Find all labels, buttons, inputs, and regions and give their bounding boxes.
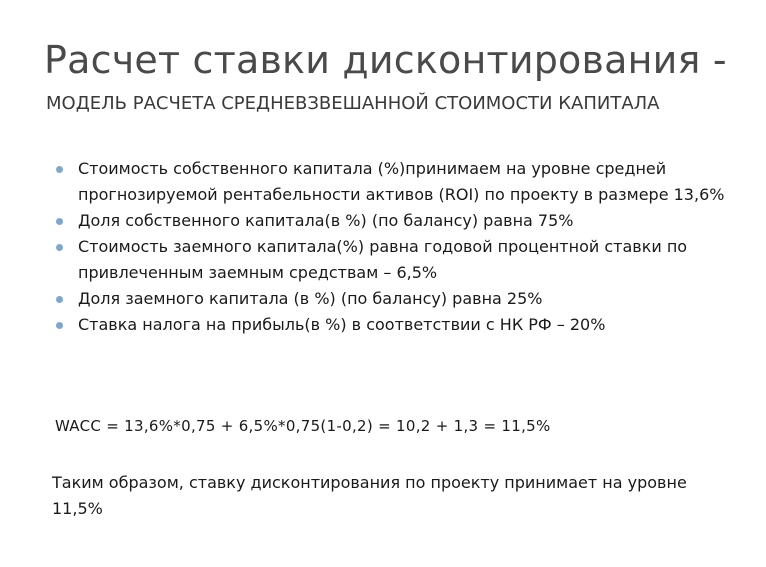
bullet-text: Стоимость заемного капитала(%) равна годовой процентной ставки по привлеченным заемным средствам – 6,5%: [78, 237, 688, 282]
slide-title: Расчет ставки дисконтирования -: [44, 38, 727, 82]
bullet-dot-icon: [56, 296, 63, 303]
bullet-dot-icon: [56, 166, 63, 173]
bullet-item: [54, 312, 734, 338]
bullet-text: Ставка налога на прибыль(в %) в соответствии с НК РФ – 20%: [78, 315, 606, 334]
bullet-dot-icon: [56, 218, 63, 225]
slide-subtitle: МОДЕЛЬ РАСЧЕТА СРЕДНЕВЗВЕШАННОЙ СТОИМОСТИ КАПИТАЛА: [46, 93, 660, 114]
bullet-text: Доля заемного капитала (в %) (по балансу) равна 25%: [78, 289, 543, 308]
bullet-item: [54, 208, 734, 234]
bullet-dot-icon: [56, 244, 63, 251]
bullet-item: [54, 156, 734, 208]
bullet-list: [54, 156, 734, 338]
bullet-dot-icon: [56, 322, 63, 329]
wacc-formula: WACC = 13,6%*0,75 + 6,5%*0,75(1-0,2) = 10,2 + 1,3 = 11,5%: [55, 417, 551, 435]
conclusion-text: Таким образом, ставку дисконтирования по проекту принимает на уровне 11,5%: [52, 473, 687, 518]
bullet-item: [54, 286, 734, 312]
bullet-item: [54, 234, 734, 286]
bullet-text: Стоимость собственного капитала (%)принимаем на уровне средней прогнозируемой рентабельности активов (ROI) по проекту в размере 13,6%: [78, 159, 725, 204]
bullet-text: Доля собственного капитала(в %) (по балансу) равна 75%: [78, 211, 574, 230]
